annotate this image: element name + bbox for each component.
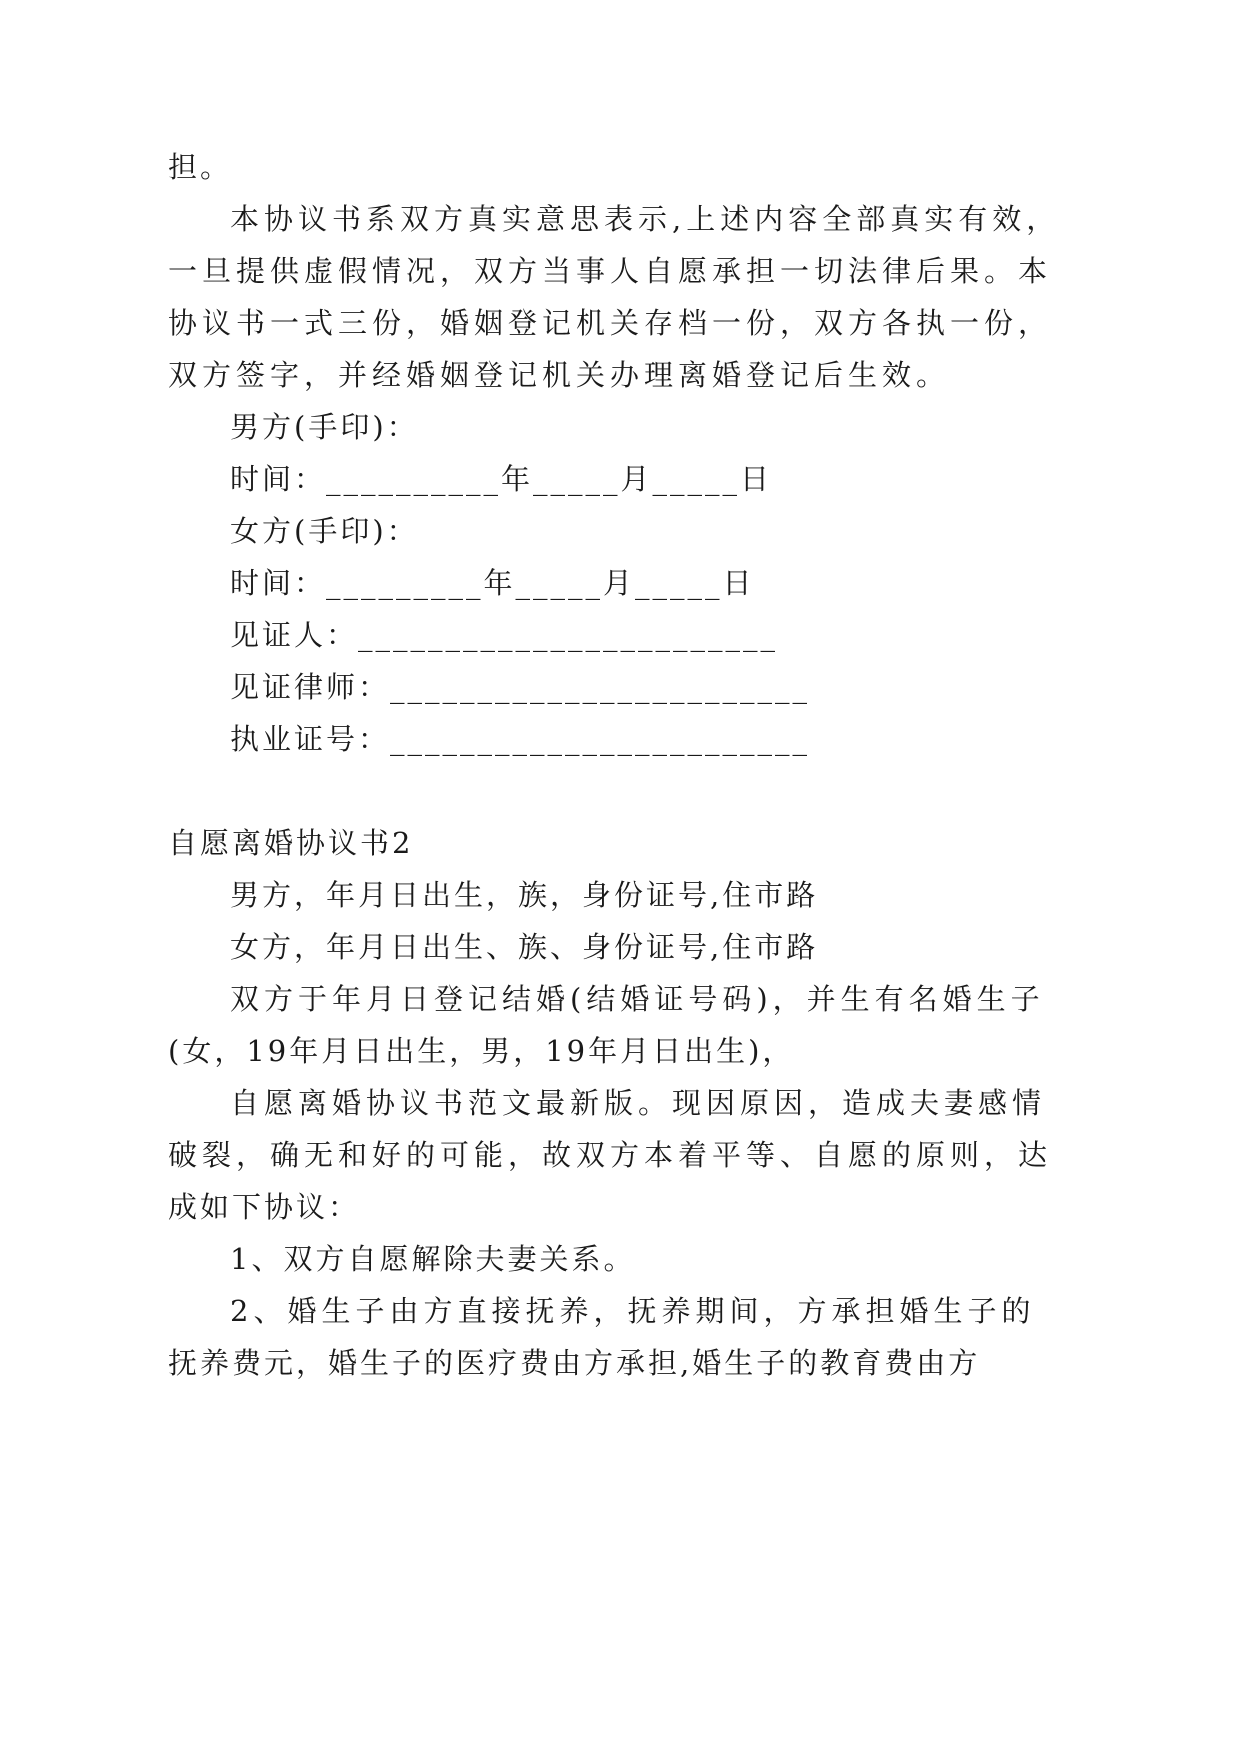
witness-lawyer-field: 见证律师：________________________ (230, 670, 811, 704)
date-field: 时间：_________年_____月_____日 (230, 566, 755, 600)
paragraph-line: 双方于年月日登记结婚(结婚证号码)，并生有名婚生子 (230, 982, 1045, 1016)
signature-field: 男方(手印)： (230, 410, 419, 444)
license-number-field: 执业证号：________________________ (230, 722, 811, 756)
date-field: 时间：__________年_____月_____日 (230, 462, 773, 496)
list-item: 2、婚生子由方直接抚养，抚养期间，方承担婚生子的 (230, 1294, 1036, 1328)
list-item: 1、双方自愿解除夫妻关系。 (230, 1242, 636, 1276)
paragraph-line: 自愿离婚协议书范文最新版。现因原因，造成夫妻感情 (230, 1086, 1047, 1120)
paragraph-line: 一旦提供虚假情况，双方当事人自愿承担一切法律后果。本 (168, 254, 1053, 288)
paragraph-line: 男方，年月日出生，族，身份证号,住市路 (230, 878, 819, 912)
paragraph-line: 本协议书系双方真实意思表示,上述内容全部真实有效， (230, 202, 1061, 236)
witness-field: 见证人：________________________ (230, 618, 779, 652)
section-title: 自愿离婚协议书2 (168, 826, 414, 860)
paragraph-line: 担。 (168, 150, 233, 184)
paragraph-line: 破裂，确无和好的可能，故双方本着平等、自愿的原则，达 (168, 1138, 1053, 1172)
paragraph-line: 协议书一式三份，婚姻登记机关存档一份，双方各执一份， (168, 306, 1053, 340)
signature-field: 女方(手印)： (230, 514, 419, 548)
paragraph-line: (女，19年月日出生，男，19年月日出生)， (168, 1034, 795, 1068)
paragraph-line: 成如下协议： (168, 1190, 361, 1224)
paragraph-line: 抚养费元，婚生子的医疗费由方承担,婚生子的教育费由方 (168, 1346, 981, 1380)
paragraph-line: 双方签字，并经婚姻登记机关办理离婚登记后生效。 (168, 358, 951, 392)
paragraph-line: 女方，年月日出生、族、身份证号,住市路 (230, 930, 819, 964)
